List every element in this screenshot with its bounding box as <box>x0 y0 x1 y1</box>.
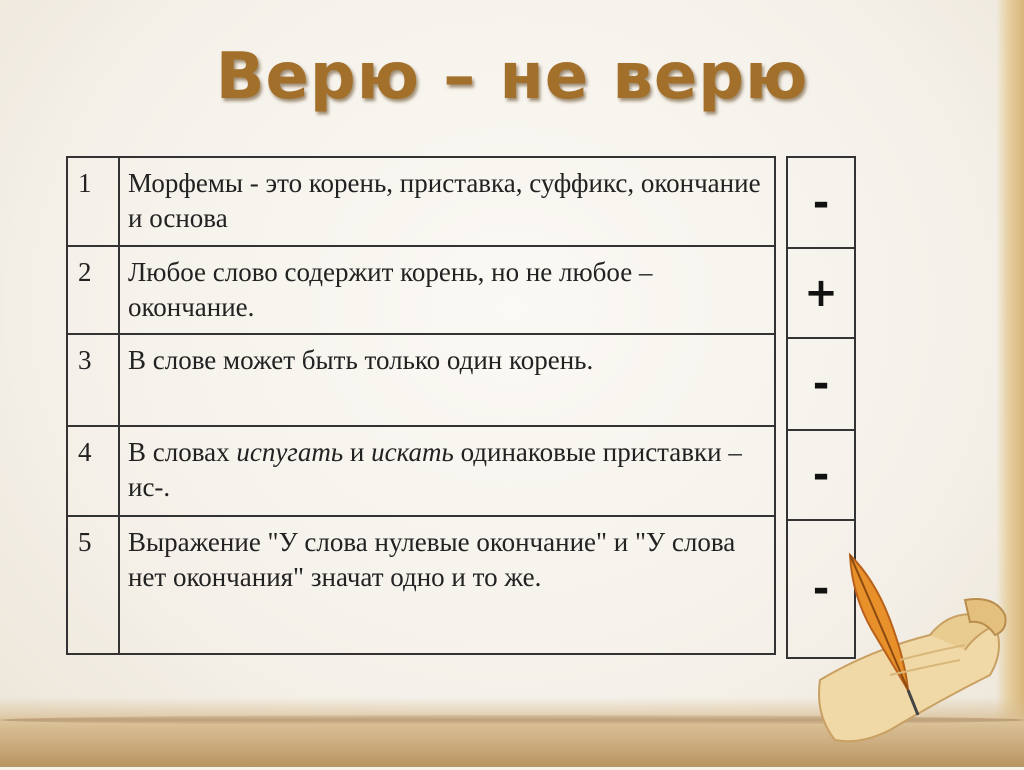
statement-text: В слове может быть только один корень. <box>119 334 775 426</box>
statements-table <box>66 156 776 655</box>
slide-title: Верю – не верю <box>215 40 809 114</box>
answer-cell: - <box>787 157 855 248</box>
statement-text: Выражение "У слова нулевые окончание" и "У слова нет окончания" значат одно и то же. <box>119 516 775 654</box>
answer-cell: - <box>787 338 855 430</box>
table-row <box>67 426 775 516</box>
table-row <box>67 334 775 426</box>
row-number: 4 <box>67 426 119 516</box>
quill-and-scroll-icon <box>780 540 1020 770</box>
answer-cell: + <box>787 248 855 338</box>
answer-cell: - <box>787 430 855 520</box>
statement-text: Морфемы - это корень, приставка, суффикс, окончание и основа <box>119 157 775 246</box>
row-number: 5 <box>67 516 119 654</box>
table-row <box>67 246 775 334</box>
statement-text-part: В словах <box>128 437 237 467</box>
italic-word: испугать <box>236 437 344 467</box>
row-number: 3 <box>67 334 119 426</box>
row-number: 2 <box>67 246 119 334</box>
statement-text-part: одинаковые приставки –ис-. <box>128 437 742 502</box>
statement-text-part: и <box>343 437 372 467</box>
row-number: 1 <box>67 157 119 246</box>
answer-cell: - <box>787 520 855 658</box>
table-row <box>67 157 775 246</box>
statement-text: Любое слово содержит корень, но не любое – окончание. <box>119 246 775 334</box>
table-row <box>67 516 775 654</box>
italic-word: искать <box>371 437 454 467</box>
statement-text <box>119 426 775 516</box>
